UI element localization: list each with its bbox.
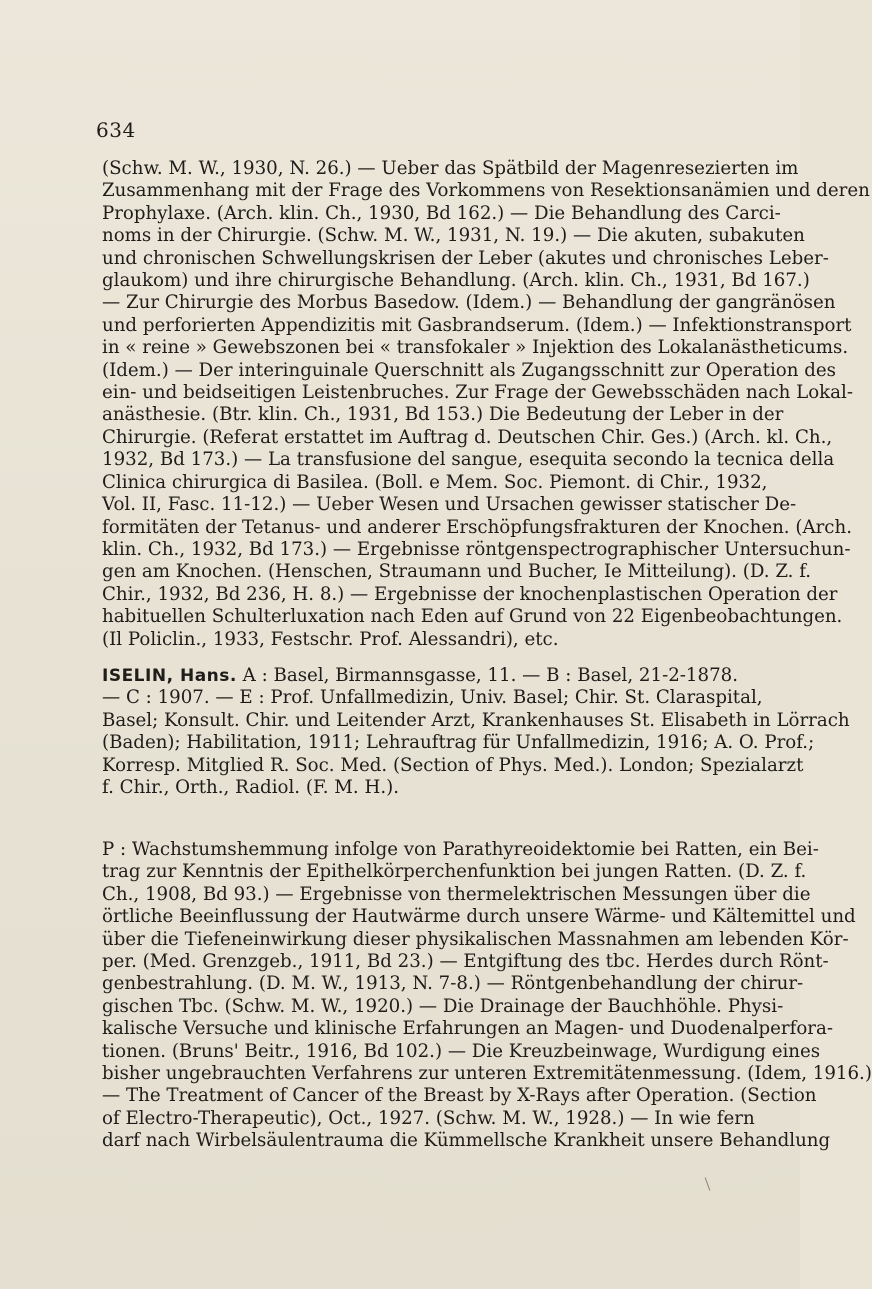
text-line: in « reine » Gewebszonen bei « transfokaler » Injektion des Lokalanästheticums. [102, 337, 849, 359]
text-line: gischen Tbc. (Schw. M. W., 1920.) — Die Drainage der Bauchhöhle. Physi- [102, 995, 784, 1017]
text-line: Prophylaxe. (Arch. klin. Ch., 1930, Bd 162.) — Die Behandlung des Carci- [102, 202, 781, 224]
text-line: (Idem.) — Der interinguinale Querschnitt als Zugangsschnitt zur Operation des [102, 359, 836, 381]
text-line: f. Chir., Orth., Radiol. (F. M. H.). [102, 777, 399, 799]
text-line: — The Treatment of Cancer of the Breast by X-Rays after Operation. (Section [102, 1085, 817, 1107]
text-line: — C : 1907. — E : Prof. Unfallmedizin, Univ. Basel; Chir. St. Claraspital, [102, 687, 763, 709]
text-line: habituellen Schulterluxation nach Eden auf Grund von 22 Eigenbeobachtungen. [102, 606, 843, 628]
stray-mark [705, 1177, 711, 1190]
text-line: trag zur Kenntnis der Epithelkörperchenfunktion bei jungen Ratten. (D. Z. f. [102, 861, 807, 883]
text-line: kalische Versuche und klinische Erfahrungen an Magen- und Duodenalperfora- [102, 1018, 833, 1040]
text-line: P : Wachstumshemmung infolge von Parathyreoidektomie bei Ratten, ein Bei- [102, 839, 819, 860]
text-line: noms in der Chirurgie. (Schw. M. W., 1931, N. 19.) — Die akuten, subakuten [102, 225, 805, 247]
entry-address: A : Basel, Birmannsgasse, 11. — B : Basel, 21-2-1878. [236, 665, 738, 686]
text-line: Vol. II, Fasc. 11-12.) — Ueber Wesen und Ursachen gewisser statischer De- [102, 494, 797, 516]
text-line: (Schw. M. W., 1930, N. 26.) — Ueber das Spätbild der Magenresezierten im [102, 158, 799, 179]
text-line: genbestrahlung. (D. M. W., 1913, N. 7-8.) — Röntgenbehandlung der chirur- [102, 973, 804, 995]
text-line [102, 665, 738, 687]
text-line: örtliche Beeinflussung der Hautwärme durch unsere Wärme- und Kältemittel und [102, 906, 856, 928]
text-line: Chir., 1932, Bd 236, H. 8.) — Ergebnisse der knochenplastischen Operation der [102, 583, 838, 605]
text-line: Chirurgie. (Referat erstattet im Auftrag d. Deutschen Chir. Ges.) (Arch. kl. Ch., [102, 426, 833, 448]
text-line: Zusammenhang mit der Frage des Vorkommens von Resektionsanämien und deren [102, 180, 870, 202]
text-line: — Zur Chirurgie des Morbus Basedow. (Idem.) — Behandlung der gangränösen [102, 292, 836, 314]
iselin-biography [102, 665, 850, 799]
text-line: Korresp. Mitglied R. Soc. Med. (Section of Phys. Med.). London; Spezialarzt [102, 754, 804, 776]
text-line: anästhesie. (Btr. klin. Ch., 1931, Bd 153.) Die Bedeutung der Leber in der [102, 404, 784, 426]
text-line: glaukom) und ihre chirurgische Behandlung. (Arch. klin. Ch., 1931, Bd 167.) [102, 270, 810, 292]
text-line: bisher ungebrauchten Verfahrens zur unteren Extremitätenmessung. (Idem, 1916.) [102, 1063, 872, 1085]
text-line: Clinica chirurgica di Basilea. (Boll. e Mem. Soc. Piemont. di Chir., 1932, [102, 471, 768, 493]
text-line: über die Tiefeneinwirkung dieser physikalischen Massnahmen am lebenden Kör- [102, 928, 849, 950]
text-line: formitäten der Tetanus- und anderer Erschöpfungsfrakturen der Knochen. (Arch. [102, 516, 852, 538]
text-line: Ch., 1908, Bd 93.) — Ergebnisse von thermelektrischen Messungen über die [102, 883, 811, 905]
page-number: 634 [96, 118, 136, 142]
text-line: (Baden); Habilitation, 1911; Lehrauftrag für Unfallmedizin, 1916; A. O. Prof.; [102, 732, 815, 754]
previous-entry-publications [102, 158, 870, 651]
text-line: Basel; Konsult. Chir. und Leitender Arzt, Krankenhauses St. Elisabeth in Lörrach [102, 709, 850, 731]
text-line: darf nach Wirbelsäulentrauma die Kümmellsche Krankheit unsere Behandlung [102, 1130, 831, 1152]
text-line: klin. Ch., 1932, Bd 173.) — Ergebnisse röntgenspectrographischer Untersuchun- [102, 538, 851, 560]
text-line: und perforierten Appendizitis mit Gasbrandserum. (Idem.) — Infektionstransport [102, 314, 852, 336]
text-line: gen am Knochen. (Henschen, Straumann und Bucher, Ie Mitteilung). (D. Z. f. [102, 561, 812, 583]
iselin-publications [102, 839, 872, 1153]
text-line: und chronischen Schwellungskrisen der Leber (akutes und chronisches Leber- [102, 247, 829, 269]
text-line: 1932, Bd 173.) — La transfusione del sangue, esequita secondo la tecnica della [102, 449, 835, 471]
text-line: of Electro-Therapeutic), Oct., 1927. (Schw. M. W., 1928.) — In wie fern [102, 1107, 755, 1129]
entry-name: ISELIN, Hans. [102, 666, 237, 686]
text-line: ein- und beidseitigen Leistenbruches. Zur Frage der Gewebsschäden nach Lokal- [102, 382, 853, 404]
text-line: tionen. (Bruns' Beitr., 1916, Bd 102.) — Die Kreuzbeinwage, Wurdigung eines [102, 1040, 821, 1062]
text-line: per. (Med. Grenzgeb., 1911, Bd 23.) — Entgiftung des tbc. Herdes durch Rönt- [102, 951, 829, 973]
text-line: (Il Policlin., 1933, Festschr. Prof. Alessandri), etc. [102, 628, 559, 650]
